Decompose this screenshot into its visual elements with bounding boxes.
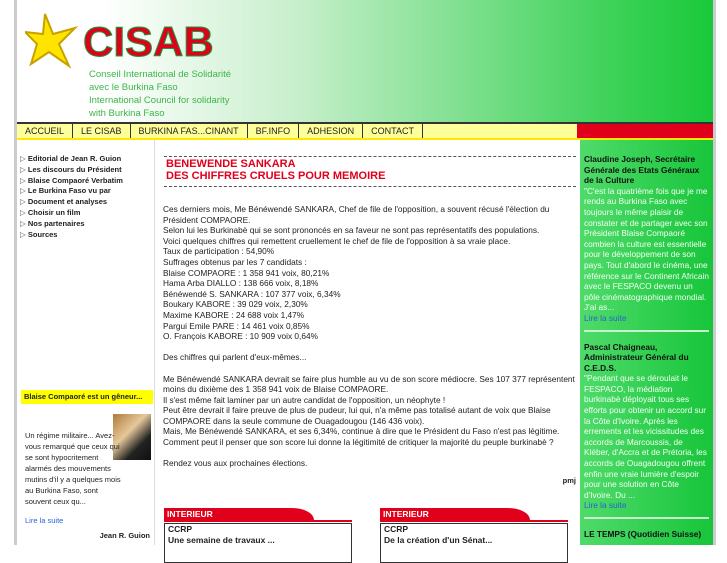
nav-accueil[interactable]: ACCUEIL	[17, 124, 73, 138]
news-card[interactable]	[380, 508, 568, 563]
card-line: CCRP	[384, 524, 409, 534]
nav-accent	[577, 124, 713, 138]
svg-text:CISAB: CISAB	[83, 18, 214, 65]
article-paragraph: O. François KABORE : 10 909 voix 0,64%	[163, 331, 318, 342]
main-nav	[17, 122, 713, 140]
sidebar-item[interactable]: ▷ Nos partenaires	[20, 219, 154, 230]
tagline-line: with Burkina Faso	[89, 108, 165, 119]
article	[158, 140, 580, 545]
article-paragraph: Rendez vous aux prochaines élections.	[163, 458, 308, 469]
feature-title[interactable]: Blaise Compaoré est un gêneur...	[21, 390, 153, 404]
nav-burkina[interactable]: BURKINA FAS...CINANT	[131, 124, 248, 138]
article-paragraph: Des chiffres qui parlent d'eux-mêmes...	[163, 352, 307, 363]
article-author: pmj	[562, 476, 576, 485]
article-paragraph: Mais, Me Bénéwendé SANKARA, et ses 6,34%, continue à dire que le Président du Faso n'est pas légitime.	[163, 426, 560, 437]
article-paragraph: Hama Arba DIALLO : 138 666 voix, 8,18%	[163, 278, 319, 289]
nav-contact[interactable]: CONTACT	[363, 124, 423, 138]
card-category: INTERIEUR	[380, 508, 530, 520]
article-paragraph	[163, 363, 575, 374]
sidebar-item[interactable]: ▷ Document et analyses	[20, 197, 154, 208]
quote-text: "C'est la quatrième fois que je me rends au Burkina Faso avec toujours le même plaisir de constater et de partager avec son Président Blaise Compaoré combien la culture est essentielle pour le développement de son pays. Tout d'abord le cinéma, une référence sur le Continent Africain avec le FESPACO devenu un pôle cinématographique mondial. J'ai as...	[584, 185, 709, 313]
left-sidebar	[17, 140, 155, 545]
right-sidebar	[580, 140, 713, 545]
read-more-link[interactable]: Lire la suite	[584, 312, 627, 323]
nav-adhesion[interactable]: ADHESION	[299, 124, 363, 138]
article-paragraph: Boukary KABORE : 39 029 voix, 2,30%	[163, 299, 308, 310]
quote-author: Claudine Joseph, Secrétaire Générale des Etats Généraux de la Culture	[584, 154, 700, 186]
article-body	[163, 204, 575, 469]
sidebar-item[interactable]: ▷ Les discours du Président	[20, 165, 154, 176]
page	[14, 0, 716, 545]
article-paragraph: Peut être devrait il faire preuve de plus de pudeur, lui qui, n'a même pas totalisé autant de voix que Blaise COMPAORE dans la seule commune de Ouagadougou (146 436 voix).	[163, 405, 551, 426]
article-paragraph: Comment peut il penser que son score lui donne la légitimité de critiquer la majorité du peuple burkinabè ?	[163, 437, 554, 448]
tagline	[89, 68, 231, 120]
nav-bf-info[interactable]: BF.INFO	[248, 124, 300, 138]
tagline-line: avec le Burkina Faso	[89, 82, 178, 93]
article-paragraph: Blaise COMPAORE : 1 358 941 voix, 80,21%	[163, 267, 330, 278]
quote-author: LE TEMPS (Quotidien Suisse)	[584, 529, 702, 539]
cisab-logo[interactable]	[25, 6, 225, 74]
card-category: INTERIEUR	[164, 508, 314, 520]
read-more-link[interactable]: Lire la suite	[25, 516, 64, 525]
article-paragraph: Il s'est même fait laminer par un autre candidat de l'opposition, un néophyte !	[163, 394, 446, 405]
article-subtitle: DES CHIFFRES CRUELS POUR MEMOIRE	[166, 170, 386, 182]
article-paragraph: Taux de participation : 54,90%	[163, 246, 275, 257]
article-paragraph: Ces derniers mois, Me Bénéwendé SANKARA, Chef de file de l'opposition, a souvent récusé l'élection du Président COMPAORE.	[163, 204, 550, 225]
feature-text: Un régime militaire... Avez-vous remarqué que ceux qui se sont hypocritement alarmés des mouvements mutins d'il y a quelques mois au Burkina Faso, sont souvent ceux qu...	[25, 431, 121, 506]
tagline-line: Conseil International de Solidarité	[89, 69, 232, 80]
article-paragraph	[163, 342, 575, 353]
sidebar-item[interactable]: ▷ Choisir un film	[20, 208, 154, 219]
article-paragraph: Pargui Emile PARE : 14 461 voix 0,85%	[163, 320, 310, 331]
quote-text: "Pendant que se déroulait le FESPACO, la médiation burkinabè déployait tous ses efforts pour obtenir un accord sur la Côte d'Ivoire. Après les errements et les vicissitudes des accords de Marcoussis, de Kléber, d'Accra et de Prétoria, les accords de Ouagadougou offrent enfin une vraie lumière d'espoir pour une solution en Côte d'Ivoire. Du ...	[584, 373, 707, 500]
article-paragraph: Bénéwendé S. SANKARA : 107 377 voix, 6,34%	[163, 288, 341, 299]
quote-author: Pascal Chaigneau, Administrateur Général du C.E.D.S.	[584, 341, 689, 373]
header	[17, 0, 713, 122]
card-headline[interactable]: De la création d'un Sénat...	[384, 535, 493, 545]
read-more-link[interactable]: Lire la suite	[584, 500, 627, 511]
article-paragraph: Maxime KABORE : 24 688 voix 1,47%	[163, 309, 305, 320]
sidebar-item[interactable]: ▷ Le Burkina Faso vu par	[20, 186, 154, 197]
article-paragraph: Selon lui les Burkinabè qui se sont prononcés en sa faveur ne sont pas représentatifs des populations.	[163, 225, 540, 236]
news-card[interactable]	[164, 508, 352, 563]
nav-le-cisab[interactable]: LE CISAB	[73, 124, 131, 138]
sidebar-item[interactable]: ▷ Sources	[20, 230, 154, 241]
article-paragraph: Suffrages obtenus par les 7 candidats :	[163, 256, 307, 267]
article-title: BENEWENDE SANKARA	[166, 158, 296, 170]
article-paragraph	[163, 448, 575, 459]
sidebar-item[interactable]: ▷ Editorial de Jean R. Guion	[20, 154, 154, 165]
sidebar-item[interactable]: ▷ Blaise Compaoré Verbatim	[20, 176, 154, 187]
card-headline[interactable]: Une semaine de travaux ...	[168, 535, 275, 545]
article-paragraph: Me Bénéwendé SANKARA devrait se faire plus humble au vu de son score médiocre. Ses 107 377 représentent moins du dixième des 1 358 941 voix de Blaise COMPAORE.	[163, 373, 575, 395]
article-paragraph: Voici quelques chiffres qui remettent cruellement le chef de file de l'opposition à sa vraie place.	[163, 235, 511, 246]
tagline-line: International Council for solidarity	[89, 95, 230, 106]
signature: Jean R. Guion	[99, 531, 150, 540]
card-line: CCRP	[168, 524, 193, 534]
